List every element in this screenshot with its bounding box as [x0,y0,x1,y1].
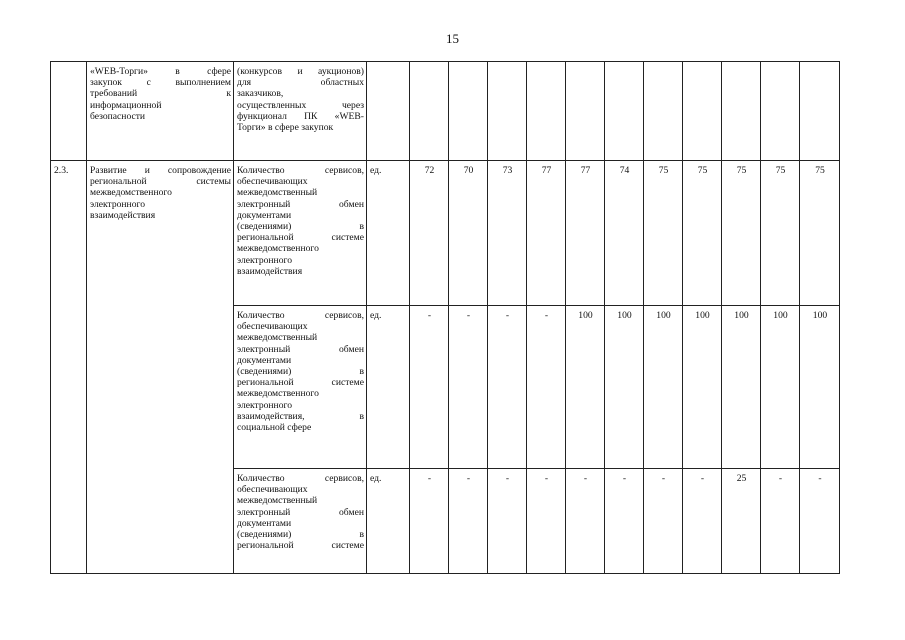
value-cell: 75 [644,161,683,306]
value-cell: - [527,469,566,574]
value-cell [566,62,605,161]
indicator-line: взаимодействия, в [237,410,364,422]
indicator-line: документами [237,209,292,221]
value-cell [683,62,722,161]
value-cell: 77 [566,161,605,306]
indicator-line: электронного [237,399,292,411]
indicator-line: обеспечивающих [237,484,308,496]
value-cell [800,62,840,161]
value-cell: 100 [800,306,840,469]
row-index [51,62,87,161]
value-cell [605,62,644,161]
value-cell: 100 [683,306,722,469]
event-line: безопасности [90,110,146,122]
value-cell: 70 [449,161,488,306]
indicator-line: электронный обмен [237,506,364,518]
value-cell: - [605,469,644,574]
value-cell: - [410,469,449,574]
unit-cell: ед. [367,306,410,469]
value-cell: 100 [722,306,761,469]
table-row [51,62,840,161]
event-line: межведомственного [90,187,172,199]
indicator-line: для областных [237,77,364,89]
indicator-line: (сведениями) в [237,366,364,378]
value-cell [761,62,800,161]
value-cell: - [488,469,527,574]
event-line: закупок с выполнением [90,77,231,89]
value-cell: 25 [722,469,761,574]
value-cell: 75 [722,161,761,306]
indicator-line: региональной системе [237,540,364,552]
indicator-cell [234,62,367,161]
value-cell: - [527,306,566,469]
value-cell [722,62,761,161]
indicator-line: региональной системе [237,232,364,244]
value-cell: - [761,469,800,574]
indicator-line: межведомственный [237,495,318,507]
indicator-line: обеспечивающих [237,321,308,333]
value-cell: - [683,469,722,574]
value-cell: - [644,469,683,574]
indicator-line: документами [237,354,292,366]
event-line: электронного [90,198,145,210]
indicator-line: Количество сервисов, [237,310,364,321]
indicator-line: электронного [237,254,292,266]
indicator-line: электронный обмен [237,343,364,355]
value-cell: 75 [683,161,722,306]
indicator-line: функционал ПК «WEB- [237,110,364,122]
value-cell: 100 [761,306,800,469]
value-cell [410,62,449,161]
indicator-line: электронный обмен [237,198,364,210]
indicator-line: осуществленных через [237,99,364,111]
value-cell: - [566,469,605,574]
indicator-line: Количество сервисов, [237,473,364,484]
event-name-cell [87,161,234,574]
value-cell: - [488,306,527,469]
value-cell: 75 [761,161,800,306]
value-cell [488,62,527,161]
value-cell [527,62,566,161]
indicator-line: региональной системе [237,377,364,389]
value-cell: 74 [605,161,644,306]
value-cell [644,62,683,161]
indicator-line: (сведениями) в [237,221,364,233]
value-cell: 72 [410,161,449,306]
indicator-line: межведомственный [237,187,318,199]
indicator-line: межведомственного [237,388,319,400]
value-cell: 75 [800,161,840,306]
event-line: взаимодействия [90,209,156,221]
indicator-line: социальной сфере [237,422,312,434]
indicator-line: Количество сервисов, [237,165,364,176]
value-cell: 100 [566,306,605,469]
indicator-cell [234,161,367,306]
event-line: «WEB-Торги» в сфере [90,66,231,77]
event-line: региональной системы [90,176,231,188]
indicators-table [50,61,840,574]
indicator-cell [234,469,367,574]
indicator-cell [234,306,367,469]
event-name-cell [87,62,234,161]
indicator-line: межведомственный [237,332,318,344]
indicator-line: Торги» в сфере закупок [237,122,334,134]
value-cell: 100 [605,306,644,469]
value-cell: 73 [488,161,527,306]
indicator-line: (сведениями) в [237,529,364,541]
page-number: 15 [446,31,459,46]
event-line: требований к [90,88,231,100]
indicator-line: документами [237,517,292,529]
event-line: Развитие и сопровождение [90,165,231,176]
table-row [51,161,840,306]
indicator-line: (конкурсов и аукционов) [237,66,364,77]
value-cell: - [410,306,449,469]
value-cell: - [449,469,488,574]
unit-cell: ед. [367,469,410,574]
value-cell: - [800,469,840,574]
row-index: 2.3. [51,161,87,574]
value-cell [449,62,488,161]
unit-cell: ед. [367,161,410,306]
unit-cell [367,62,410,161]
indicator-line: заказчиков, [237,88,284,100]
event-line: информационной [90,99,162,111]
value-cell: 100 [644,306,683,469]
value-cell: 77 [527,161,566,306]
indicator-line: обеспечивающих [237,176,308,188]
indicator-line: межведомственного [237,243,319,255]
value-cell: - [449,306,488,469]
indicator-line: взаимодействия [237,265,303,277]
